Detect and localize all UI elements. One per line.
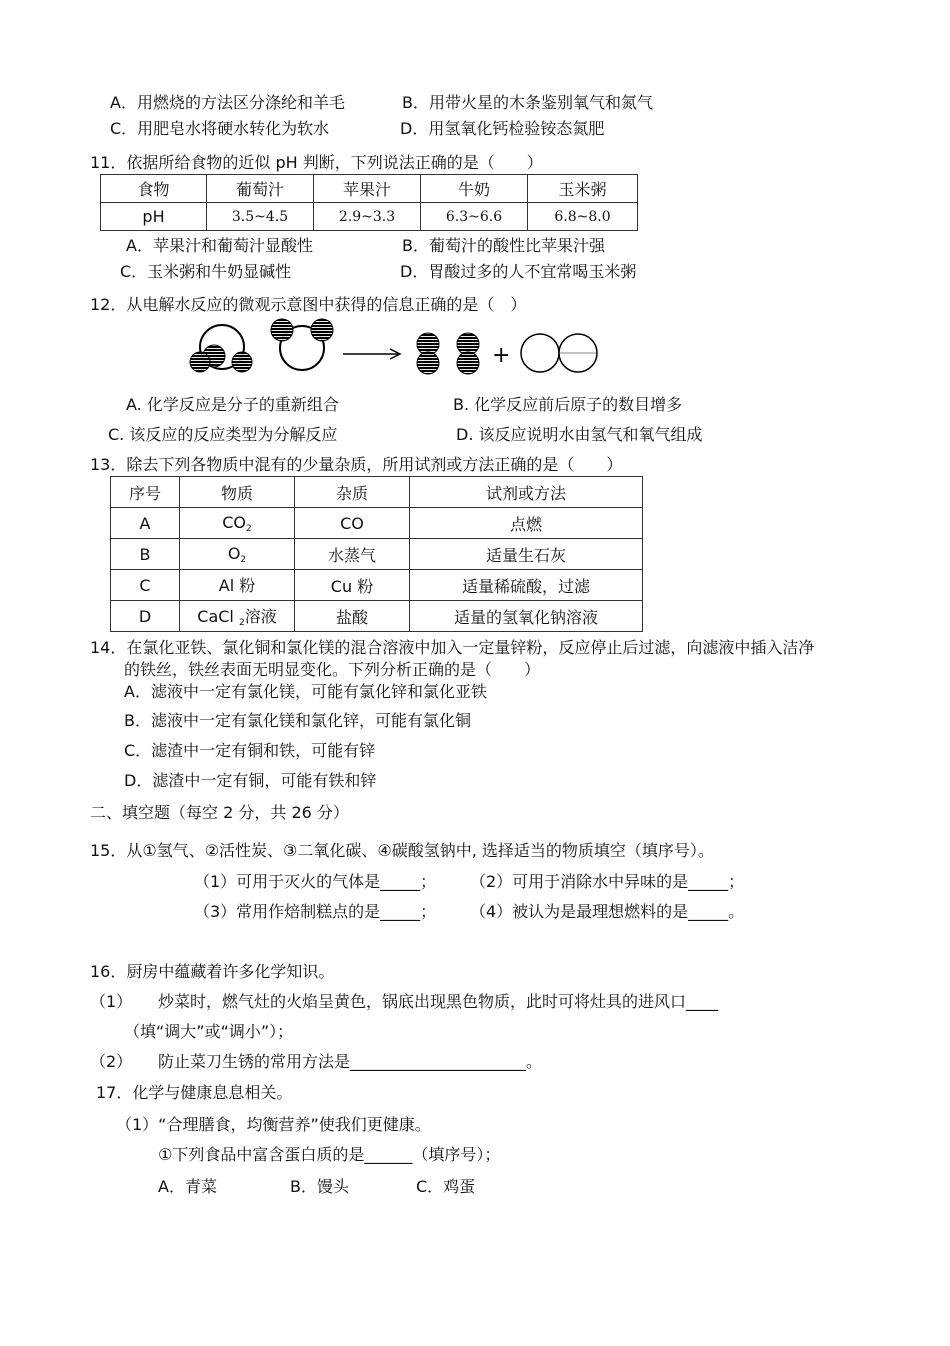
q13-stem: 13．除去下列各物质中混有的少量杂质，所用试剂或方法正确的是（ ） <box>90 455 623 474</box>
hydrogen-molecule-icon <box>417 333 439 374</box>
q15-part-4: （4）被认为是最理想燃料的是_____。 <box>470 902 745 921</box>
table-row <box>111 601 643 632</box>
q17-part-1: （1）“合理膳食，均衡营养”使我们更健康。 <box>116 1115 431 1134</box>
q11-option-b: B．葡萄汁的酸性比苹果汁强 <box>402 236 605 255</box>
q16-part-1-cont: （填“调大”或“调小”）； <box>124 1022 294 1041</box>
electrolysis-diagram <box>180 316 610 378</box>
table-cell: pH <box>101 203 207 231</box>
reaction-arrow-icon <box>343 349 400 359</box>
q14-option-d: D．滤渣中一定有铜，可能有铁和锌 <box>124 771 377 790</box>
q13-impurity-table <box>110 476 643 632</box>
q11-option-a: A．苹果汁和葡萄汁显酸性 <box>126 236 313 255</box>
q16-part-1-number: （1） <box>90 992 133 1011</box>
q11-stem: 11．依据所给食物的近似 pH 判断，下列说法正确的是（ ） <box>90 153 543 172</box>
table-cell: 适量生石灰 <box>410 539 643 570</box>
q15-part-1: （1）可用于灭火的气体是_____； <box>194 872 437 891</box>
q16-stem: 16．厨房中蕴藏着许多化学知识。 <box>90 962 335 981</box>
table-row <box>111 539 643 570</box>
water-molecule-icon <box>271 319 333 370</box>
table-cell: B <box>111 539 180 570</box>
q12-stem: 12．从电解水反应的微观示意图中获得的信息正确的是（ ） <box>90 295 527 314</box>
q14-option-c: C．滤渣中一定有铜和铁，可能有锌 <box>124 741 376 760</box>
q10-option-d: D．用氢氧化钙检验铵态氮肥 <box>400 119 605 138</box>
q17-option-a: A．青菜 <box>158 1177 217 1196</box>
q17-option-c: C．鸡蛋 <box>416 1177 476 1196</box>
q14-option-b: B．滤液中一定有氯化镁和氯化锌，可能有氯化铜 <box>124 711 471 730</box>
q16-part-2-number: （2） <box>90 1052 133 1071</box>
q17-stem: 17．化学与健康息息相关。 <box>96 1083 293 1102</box>
q14-stem-line1: 14．在氯化亚铁、氯化铜和氯化镁的混合溶液中加入一定量锌粉，反应停止后过滤，向滤液中插入洁净 <box>90 638 815 657</box>
table-cell: 适量稀硫酸，过滤 <box>410 570 643 601</box>
table-cell: 3.5~4.5 <box>207 203 314 231</box>
q16-part-1: 炒菜时，燃气灶的火焰呈黄色，锅底出现黑色物质，此时可将灶具的进风口____ <box>158 992 719 1011</box>
table-cell: CaCl $_2$溶液 <box>180 601 295 632</box>
table-header: 食物 <box>101 175 207 203</box>
q14-option-a: A．滤液中一定有氯化镁，可能有氯化锌和氯化亚铁 <box>124 682 487 701</box>
q17-sub-1: ①下列食品中富含蛋白质的是______（填序号）； <box>158 1145 501 1164</box>
q15-stem: 15．从①氢气、②活性炭、③二氧化碳、④碳酸氢钠中, 选择适当的物质填空（填序号）。 <box>90 841 714 860</box>
section-heading: 二、填空题（每空 2 分，共 26 分） <box>90 803 349 822</box>
table-cell: 适量的氢氧化钠溶液 <box>410 601 643 632</box>
table-header: 牛奶 <box>421 175 528 203</box>
table-row <box>111 477 643 508</box>
q14-stem-line2: 的铁丝，铁丝表面无明显变化。下列分析正确的是（ ） <box>124 660 541 679</box>
q16-part-2: 防止菜刀生锈的常用方法是______________________。 <box>158 1052 543 1071</box>
table-cell: 6.8~8.0 <box>528 203 638 231</box>
table-row <box>101 203 638 231</box>
q12-option-a: A. 化学反应是分子的重新组合 <box>126 395 339 414</box>
table-header: 序号 <box>111 477 180 508</box>
table-cell: $O_2$ <box>180 539 295 570</box>
q15-part-3: （3）常用作焙制糕点的是_____； <box>194 902 437 921</box>
table-header: 物质 <box>180 477 295 508</box>
q11-option-d: D．胃酸过多的人不宜常喝玉米粥 <box>400 262 637 281</box>
table-cell: A <box>111 508 180 539</box>
water-molecule-icon <box>190 325 252 372</box>
table-cell: CO <box>295 508 410 539</box>
table-row <box>101 175 638 203</box>
table-header: 苹果汁 <box>314 175 421 203</box>
table-cell: $CO_2$ <box>180 508 295 539</box>
table-cell: 盐酸 <box>295 601 410 632</box>
table-header: 杂质 <box>295 477 410 508</box>
table-cell: Cu 粉 <box>295 570 410 601</box>
q10-option-b: B．用带火星的木条鉴别氧气和氮气 <box>402 93 653 112</box>
table-cell: 2.9~3.3 <box>314 203 421 231</box>
table-header: 试剂或方法 <box>410 477 643 508</box>
q15-part-2: （2）可用于消除水中异味的是_____； <box>470 872 745 891</box>
q17-option-b: B．馒头 <box>290 1177 349 1196</box>
q12-option-b: B. 化学反应前后原子的数目增多 <box>453 395 683 414</box>
table-cell: 6.3~6.6 <box>421 203 528 231</box>
q12-option-c: C. 该反应的反应类型为分解反应 <box>108 425 338 444</box>
q12-option-d: D. 该反应说明水由氢气和氧气组成 <box>456 425 703 444</box>
table-cell: 点燃 <box>410 508 643 539</box>
q10-option-c: C．用肥皂水将硬水转化为软水 <box>110 119 330 138</box>
table-cell: Al 粉 <box>180 570 295 601</box>
q11-ph-table <box>100 174 638 231</box>
plus-sign: + <box>492 343 511 368</box>
table-row <box>111 508 643 539</box>
q10-option-a: A．用燃烧的方法区分涤纶和羊毛 <box>110 93 345 112</box>
table-row <box>111 570 643 601</box>
table-header: 葡萄汁 <box>207 175 314 203</box>
table-header: 玉米粥 <box>528 175 638 203</box>
oxygen-molecule-icon <box>521 334 597 372</box>
table-cell: 水蒸气 <box>295 539 410 570</box>
hydrogen-molecule-icon <box>457 333 479 374</box>
q11-option-c: C．玉米粥和牛奶显碱性 <box>120 262 292 281</box>
table-cell: D <box>111 601 180 632</box>
table-cell: C <box>111 570 180 601</box>
